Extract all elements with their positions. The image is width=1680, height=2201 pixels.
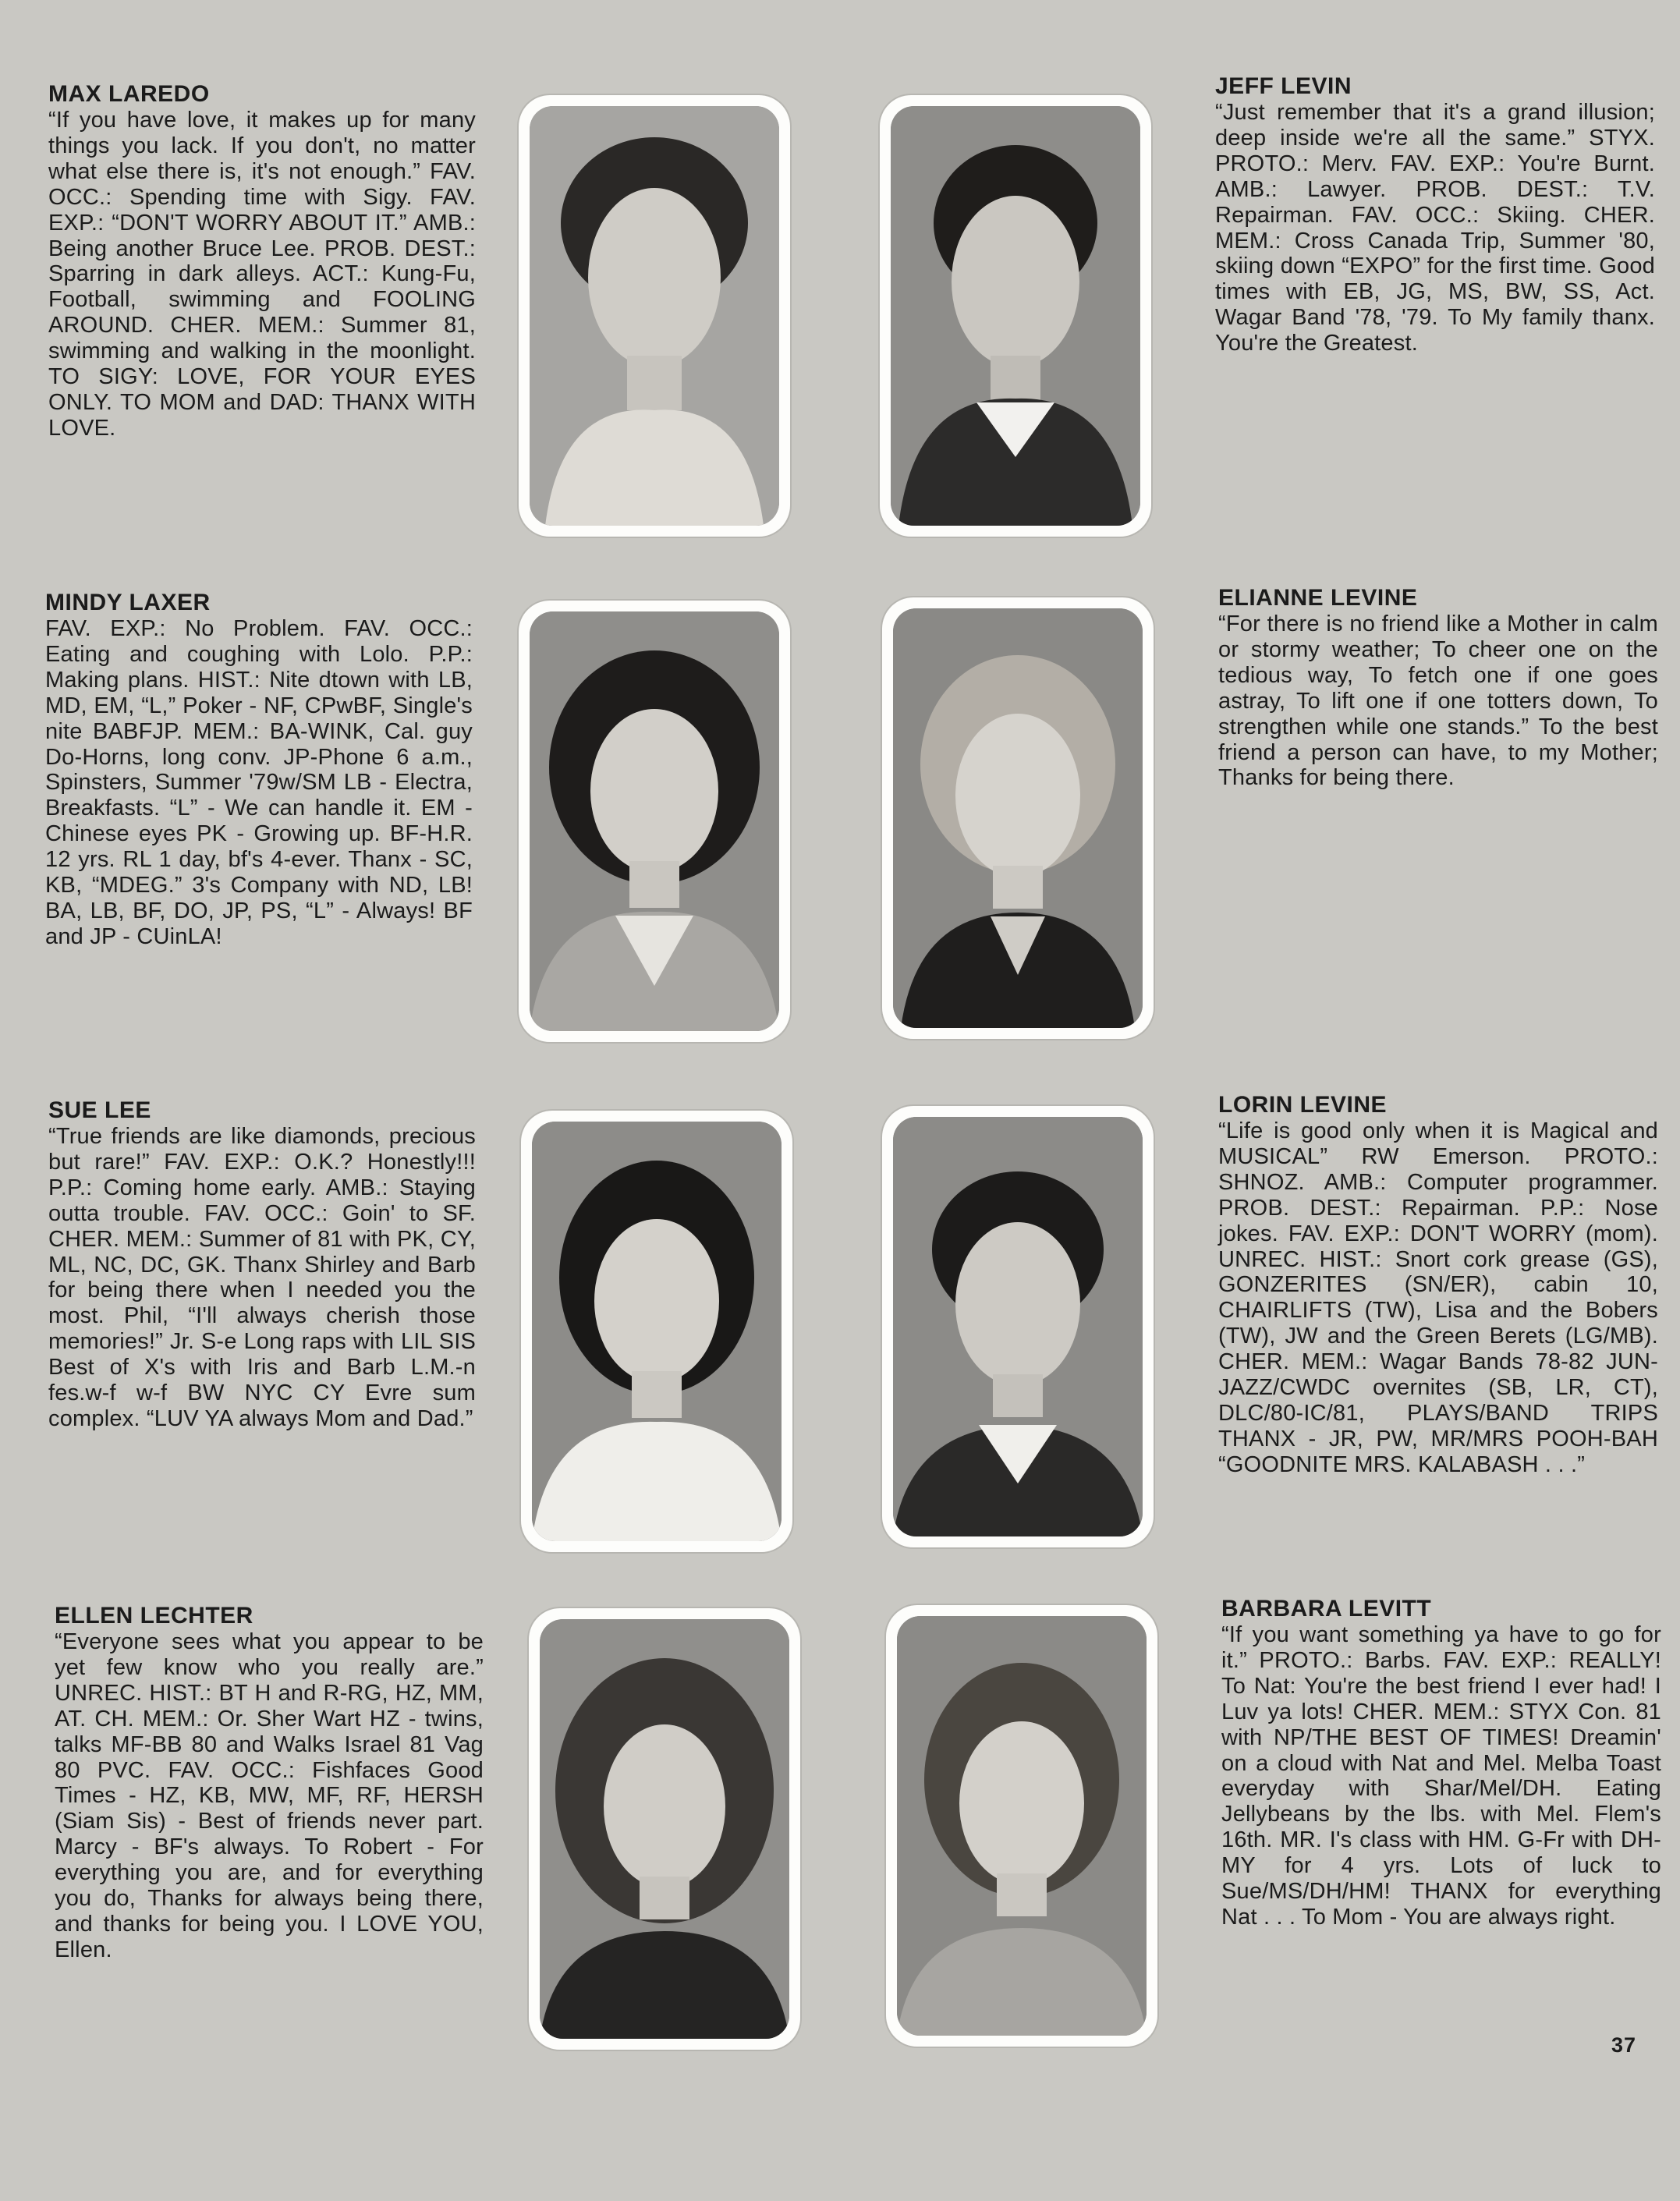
student-name: MINDY LAXER <box>45 590 211 615</box>
student-name: ELLEN LECHTER <box>55 1603 253 1629</box>
portrait-image <box>893 608 1143 1028</box>
portrait-photo-mindy-laxer <box>519 601 790 1042</box>
portrait-image <box>532 1122 782 1541</box>
portrait-image <box>893 1117 1143 1536</box>
student-name: JEFF LEVIN <box>1215 73 1352 99</box>
portrait-photo-max-laredo <box>519 95 790 537</box>
portrait-image <box>540 1619 789 2039</box>
student-name: SUE LEE <box>48 1097 151 1123</box>
student-name: MAX LAREDO <box>48 81 210 107</box>
bio-block-mindy-laxer <box>45 590 473 950</box>
student-bio: “For there is no friend like a Mother in calm or stormy weather; To cheer one on the tedious way, To fetch one if one goes astray, To lift one if one totters down, To strengthen while one stands.” To the best friend a person can have, to my Mother; Thanks for being there. <box>1218 611 1658 791</box>
portrait-photo-jeff-levin <box>880 95 1151 537</box>
bio-block-lorin-levine <box>1218 1092 1658 1478</box>
bio-block-jeff-levin <box>1215 73 1655 356</box>
portrait-photo-sue-lee <box>521 1111 792 1552</box>
student-bio: FAV. EXP.: No Problem. FAV. OCC.: Eating and coughing with Lolo. P.P.: Making plans. HIST.: Nite dtown with LB, MD, EM, “L,” Poker - NF, CPwBF, Single's nite BABFJP. MEM.: BA-WINK, Cal. guy Do-Horns, long conv. JP-Phone 6 a.m., Spinsters, Summer '79w/SM LB - Electra, Breakfasts. “L” - We can handle it. EM - Chinese eyes PK - Growing up. BF-H.R. 12 yrs. RL 1 day, bf's 4-ever. Thanx - SC, KB, “MDEG.” 3's Company with ND, LB! BA, LB, BF, DO, JP, PS, “L” - Always! BF and JP - CUinLA! <box>45 616 473 949</box>
student-name: ELIANNE LEVINE <box>1218 585 1418 611</box>
student-bio: “Everyone sees what you appear to be yet few know who you really are.” UNREC. HIST.: BT H and R-RG, HZ, MM, AT. CH. MEM.: Or. Sher Wart HZ - twins, talks MF-BB 80 and Walks Israel 81 Vag 80 PVC. FAV. OCC.: Fishfaces Good Times - HZ, KB, MW, MF, RF, HERSH (Siam Sis) - Best of friends never part. Marcy - BF's always. To Robert - For everything you are, and for everything you do, Thanks for always being there, and thanks for being you. I LOVE YOU, Ellen. <box>55 1629 484 1962</box>
student-bio: “If you want something ya have to go for it.” PROTO.: Barbs. FAV. EXP.: REALLY! To Nat: You're the best friend I ever had! I Luv ya lots! CHER. MEM.: STYX Con. 81 with NP/THE BEST OF TIMES! Dreamin' on a cloud with Nat and Mel. Melba Toast everyday with Shar/Mel/DH. Eating Jellybeans by the lbs. with Mel. Flem's 16th. MR. I's class with HM. G-Fr with DH-MY for 4 yrs. Lots of luck to Sue/MS/DH/HM! THANX for everything Nat . . . To Mom - You are always right. <box>1221 1622 1661 1930</box>
portrait-image <box>891 106 1140 526</box>
bio-block-ellen-lechter <box>55 1603 484 1963</box>
student-bio: “True friends are like diamonds, precious but rare!” FAV. EXP.: O.K.? Honestly!!! P.P.: Coming home early. AMB.: Staying outta trouble. FAV. OCC.: Goin' to SF. CHER. MEM.: Summer of 81 with PK, CY, ML, NC, DC, GK. Thanx Shirley and Barb for being there when I needed you the most. Phil, “I'll always cherish those memories!” Jr. S-e Long raps with LIL SIS Best of X's with Iris and Barb L.M.-n fes.w-f w-f BW NYC CY Evre sum complex. “LUV YA always Mom and Dad.” <box>48 1124 476 1431</box>
student-name: BARBARA LEVITT <box>1221 1596 1432 1622</box>
portrait-photo-lorin-levine <box>882 1106 1154 1547</box>
portrait-image <box>530 106 779 526</box>
portrait-photo-ellen-lechter <box>529 1608 800 2050</box>
portrait-image <box>897 1616 1147 2036</box>
bio-block-sue-lee <box>48 1097 476 1432</box>
bio-block-barbara-levitt <box>1221 1596 1661 1930</box>
portrait-image <box>530 611 779 1031</box>
page-number: 37 <box>1611 2033 1637 2057</box>
portrait-photo-barbara-levitt <box>886 1605 1157 2047</box>
bio-block-elianne-levine <box>1218 585 1658 791</box>
student-bio: “If you have love, it makes up for many things you lack. If you don't, no matter what else there is, it's not enough.” FAV. OCC.: Spending time with Sigy. FAV. EXP.: “DON'T WORRY ABOUT IT.” AMB.: Being another Bruce Lee. PROB. DEST.: Sparring in dark alleys. ACT.: Kung-Fu, Football, swimming and FOOLING AROUND. CHER. MEM.: Summer 81, swimming and walking in the moonlight. TO SIGY: LOVE, FOR YOUR EYES ONLY. TO MOM and DAD: THANX WITH LOVE. <box>48 108 476 441</box>
student-bio: “Life is good only when it is Magical and MUSICAL” RW Emerson. PROTO.: SHNOZ. AMB.: Computer programmer. PROB. DEST.: Repairman. P.P.: Nose jokes. FAV. EXP.: DON'T WORRY (mom). UNREC. HIST.: Snort cork grease (GS), GONZERITES (SN/ER), cabin 10, CHAIRLIFTS (TW), Lisa and the Bobers (TW), JW and the Green Berets (LG/MB). CHER. MEM.: Wagar Bands 78-82 JUN-JAZZ/CWDC overnites (SB, LR, CT), DLC/80-IC/81, PLAYS/BAND TRIPS THANX - JR, PW, MR/MRS POOH-BAH “GOODNITE MRS. KALABASH . . .” <box>1218 1118 1658 1477</box>
portrait-photo-elianne-levine <box>882 597 1154 1039</box>
student-name: LORIN LEVINE <box>1218 1092 1388 1118</box>
bio-block-max-laredo <box>48 81 476 441</box>
student-bio: “Just remember that it's a grand illusion; deep inside we're all the same.” STYX. PROTO.: Merv. FAV. EXP.: You're Burnt. AMB.: Lawyer. PROB. DEST.: T.V. Repairman. FAV. OCC.: Skiing. CHER. MEM.: Cross Canada Trip, Summer '80, skiing down “EXPO” for the first time. Good times with EB, JG, MS, BW, SS, Act. Wagar Band '78, '79. To My family thanx. You're the Greatest. <box>1215 100 1655 356</box>
